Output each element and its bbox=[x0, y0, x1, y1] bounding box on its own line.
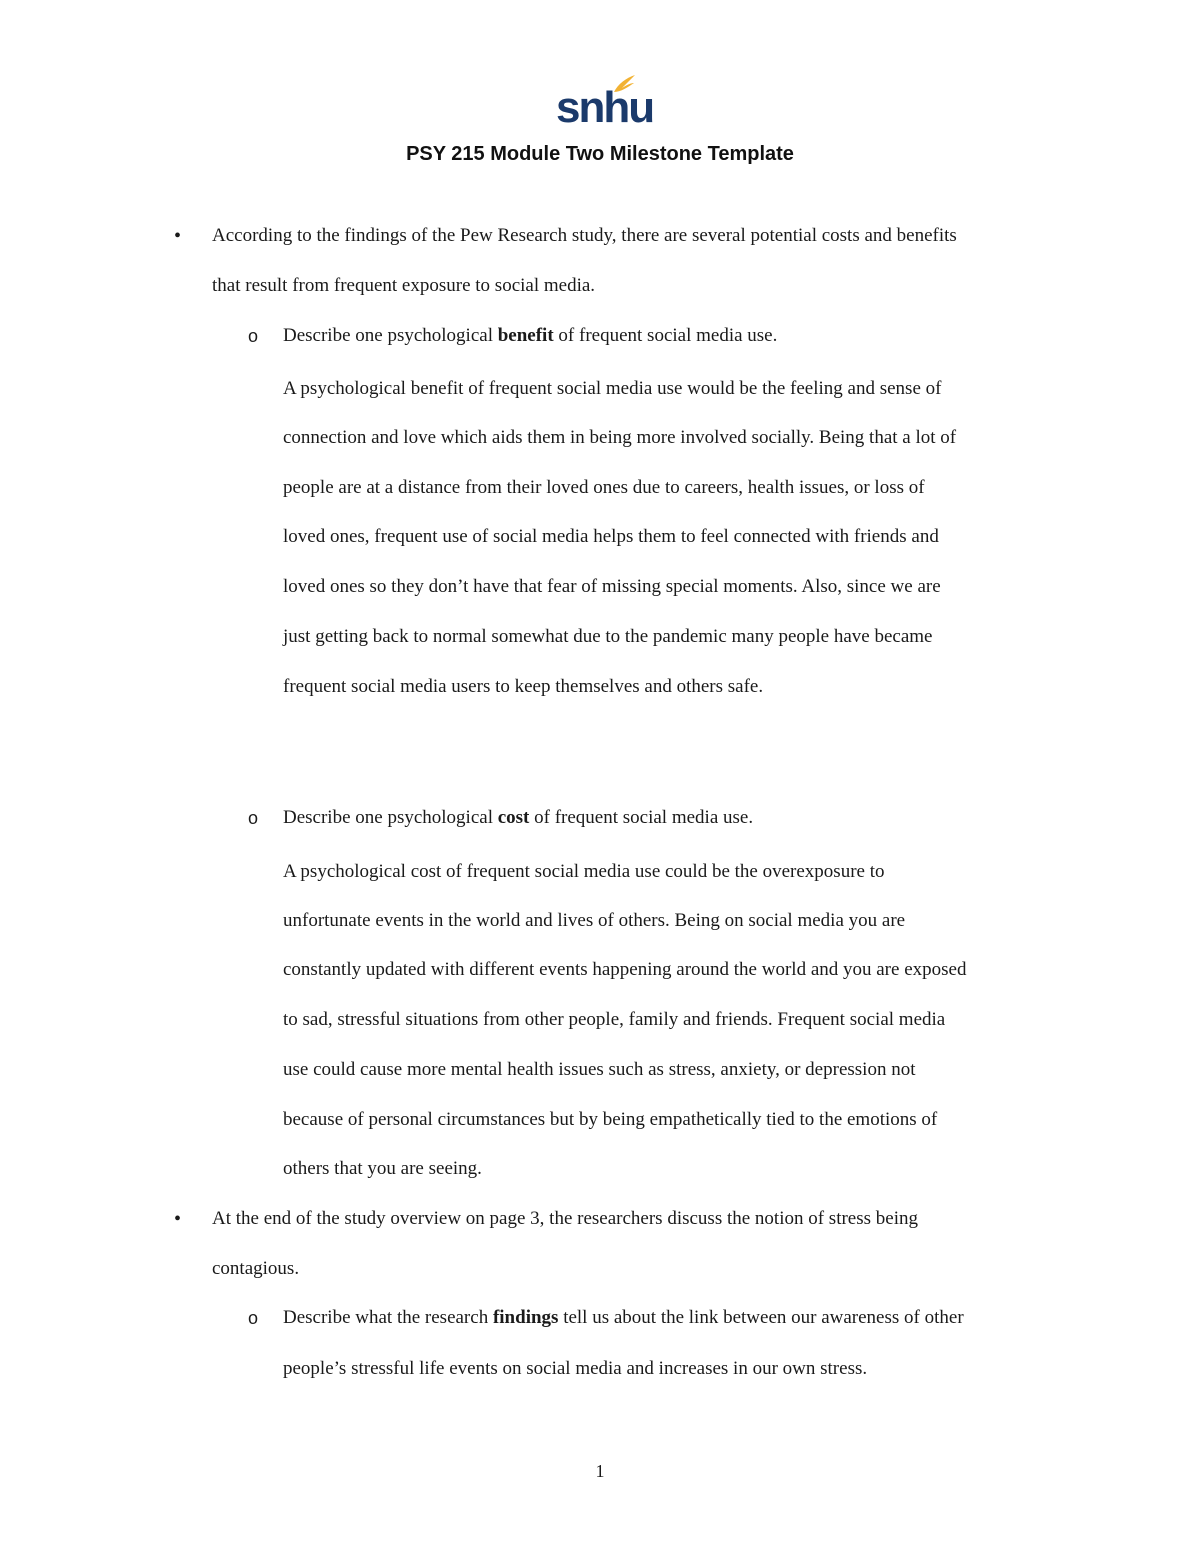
prompt-cost bbox=[283, 806, 753, 830]
answer-line: frequent social media users to keep themselves and others safe. bbox=[283, 676, 764, 697]
answer-line: loved ones so they don’t have that fear of missing special moments. Also, since we are bbox=[283, 576, 941, 597]
sub-bullet-marker: o bbox=[248, 808, 259, 828]
bullet1-line2: that result from frequent exposure to social media. bbox=[212, 275, 596, 296]
bullet-marker: • bbox=[174, 225, 182, 247]
prompt-keyword: benefit bbox=[497, 325, 554, 346]
page-number: 1 bbox=[595, 1461, 605, 1481]
logo-text: snhu bbox=[556, 83, 654, 132]
answer-line: A psychological cost of frequent social media use could be the overexposure to bbox=[283, 861, 885, 882]
bullet1-line1: According to the findings of the Pew Research study, there are several potential costs and benefits bbox=[212, 225, 957, 246]
prompt-benefit bbox=[283, 324, 777, 348]
answer-line: connection and love which aids them in being more involved socially. Being that a lot of bbox=[283, 427, 957, 448]
answer-line: people are at a distance from their loved ones due to careers, health issues, or loss of bbox=[283, 477, 925, 498]
document-title: PSY 215 Module Two Milestone Template bbox=[406, 143, 794, 165]
snhu-logo bbox=[556, 74, 654, 132]
sub-bullet-marker: o bbox=[248, 1308, 259, 1328]
answer-line: unfortunate events in the world and lives of others. Being on social media you are bbox=[283, 910, 906, 931]
answer-line: use could cause more mental health issues such as stress, anxiety, or depression not bbox=[283, 1059, 916, 1080]
answer-line: just getting back to normal somewhat due to the pandemic many people have became bbox=[283, 626, 933, 647]
prompt-text: of frequent social media use. bbox=[553, 325, 778, 346]
bullet2-line1: At the end of the study overview on page 3, the researchers discuss the notion of stress being bbox=[212, 1208, 918, 1229]
answer-line: constantly updated with different events happening around the world and you are exposed bbox=[283, 959, 967, 980]
prompt-keyword: cost bbox=[497, 807, 530, 828]
sub-bullet-marker: o bbox=[248, 326, 259, 346]
prompt-text: Describe one psychological bbox=[283, 807, 498, 828]
prompt-text: of frequent social media use. bbox=[529, 807, 754, 828]
answer-line: others that you are seeing. bbox=[283, 1158, 482, 1179]
prompt-text: Describe one psychological bbox=[283, 325, 498, 346]
prompt-keyword: findings bbox=[492, 1307, 559, 1328]
prompt-text: tell us about the link between our awareness of other bbox=[558, 1307, 964, 1328]
answer-line: because of personal circumstances but by being empathetically tied to the emotions of bbox=[283, 1109, 938, 1130]
bullet2-line2: contagious. bbox=[212, 1258, 300, 1279]
answer-line: A psychological benefit of frequent social media use would be the feeling and sense of bbox=[283, 378, 942, 399]
prompt-text: Describe what the research bbox=[283, 1307, 493, 1328]
answer-line: loved ones, frequent use of social media helps them to feel connected with friends and bbox=[283, 526, 939, 547]
prompt-findings-line2: people’s stressful life events on social media and increases in our own stress. bbox=[283, 1358, 868, 1379]
bullet-marker: • bbox=[174, 1208, 182, 1230]
answer-line: to sad, stressful situations from other people, family and friends. Frequent social media bbox=[283, 1009, 946, 1030]
prompt-findings bbox=[283, 1306, 964, 1330]
